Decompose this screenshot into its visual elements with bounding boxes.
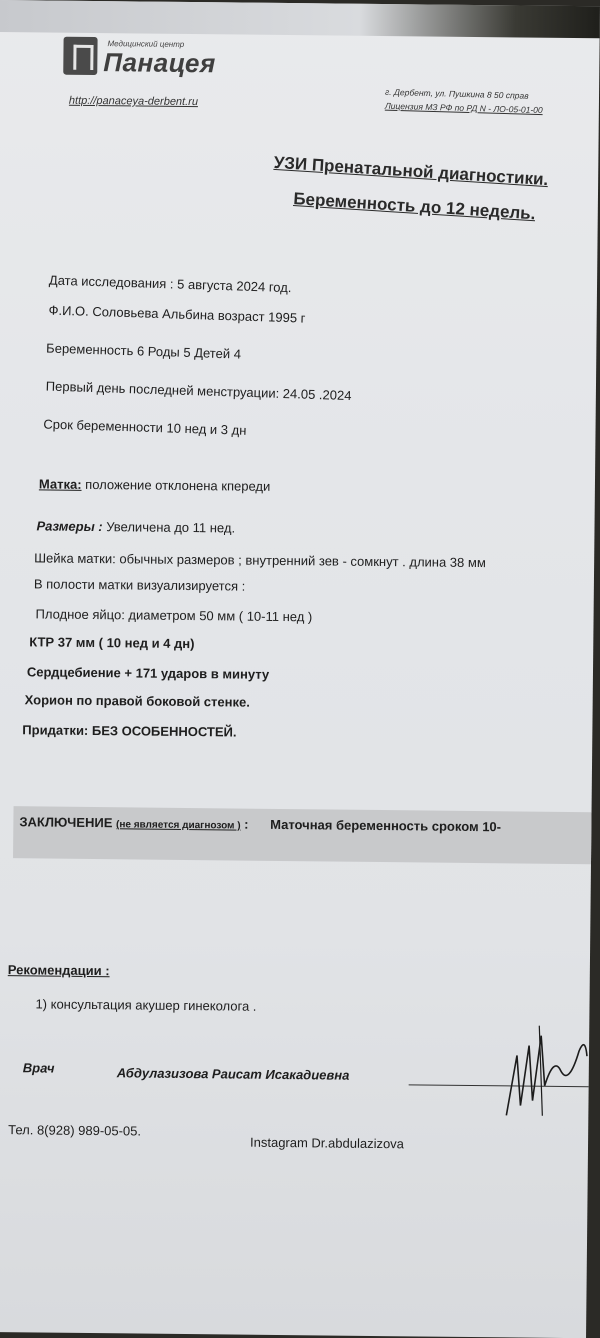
- adnexa-finding: Придатки: БЕЗ ОСОБЕННОСТЕЙ.: [22, 722, 237, 740]
- doctor-signature: [498, 1015, 589, 1126]
- logo-mark-icon: [63, 37, 97, 75]
- conclusion-note: (не является диагнозом ): [115, 819, 241, 832]
- uterus-position: [39, 476, 271, 493]
- patient-fio: Ф.И.О. Соловьева Альбина возраст 1995 г: [48, 302, 306, 326]
- doctor-label: Врач: [22, 1060, 55, 1076]
- recommendation-item: 1) консультация акушер гинеколога .: [35, 996, 257, 1014]
- clinic-license: Лицензия МЗ РФ по РД N - ЛО-05-01-00: [384, 100, 543, 116]
- clinic-logo: [63, 37, 216, 79]
- cervix-finding: Шейка матки: обычных размеров ; внутренний зев - сомкнут . длина 38 мм: [34, 550, 486, 571]
- recommendations-heading: Рекомендации :: [7, 962, 110, 979]
- size-label: Размеры :: [36, 518, 103, 535]
- clinic-address: г. Дербент, ул. Пушкина 8 50 справ: [384, 86, 529, 101]
- size-value: Увеличена до 11 нед.: [102, 519, 236, 536]
- conclusion-value: Маточная беременность сроком 10-: [270, 816, 502, 835]
- pregnancy-history: Беременность 6 Роды 5 Детей 4: [45, 340, 242, 362]
- uterus-value: положение отклонена кпереди: [81, 476, 271, 494]
- instagram-handle: Instagram Dr.abdulazizova: [249, 1134, 405, 1152]
- logo-name: Панацея: [103, 47, 216, 79]
- pregnancy-term: Срок беременности 10 нед и 3 дн: [43, 416, 247, 438]
- conclusion-label: ЗАКЛЮЧЕНИЕ: [19, 814, 113, 831]
- logo-subtitle: Медицинский центр: [107, 39, 185, 49]
- clinic-website-link[interactable]: http://panaceya-derbent.ru: [68, 94, 199, 109]
- uterine-cavity: В полости матки визуализируется :: [33, 576, 246, 594]
- photo-background-edge: [0, 0, 600, 38]
- phone-number: Тел. 8(928) 989-05-05.: [8, 1122, 142, 1139]
- uterus-size: [36, 518, 235, 535]
- conclusion-line: ЗАКЛЮЧЕНИЕ (не является диагнозом ) : Маточная беременность сроком 10-: [19, 814, 502, 835]
- last-menstruation: Первый день последней менструации: 24.05 .2024: [45, 378, 352, 404]
- doctor-name: Абдулазизова Раисат Исакадиевна: [116, 1065, 350, 1083]
- gestational-sac: Плодное яйцо: диаметром 50 мм ( 10-11 нед ): [35, 606, 313, 625]
- exam-date: Дата исследования : 5 августа 2024 год.: [48, 272, 292, 296]
- crl-measurement: КТР 37 мм ( 10 нед и 4 дн): [29, 634, 195, 652]
- heartbeat: Сердцебиение + 171 ударов в минуту: [26, 664, 270, 682]
- uterus-label: Матка:: [38, 476, 82, 492]
- document-subtitle: Беременность до 12 недель.: [292, 189, 537, 224]
- chorion-location: Хорион по правой боковой стенке.: [24, 692, 250, 710]
- document-title: УЗИ Пренатальной диагностики.: [273, 152, 549, 190]
